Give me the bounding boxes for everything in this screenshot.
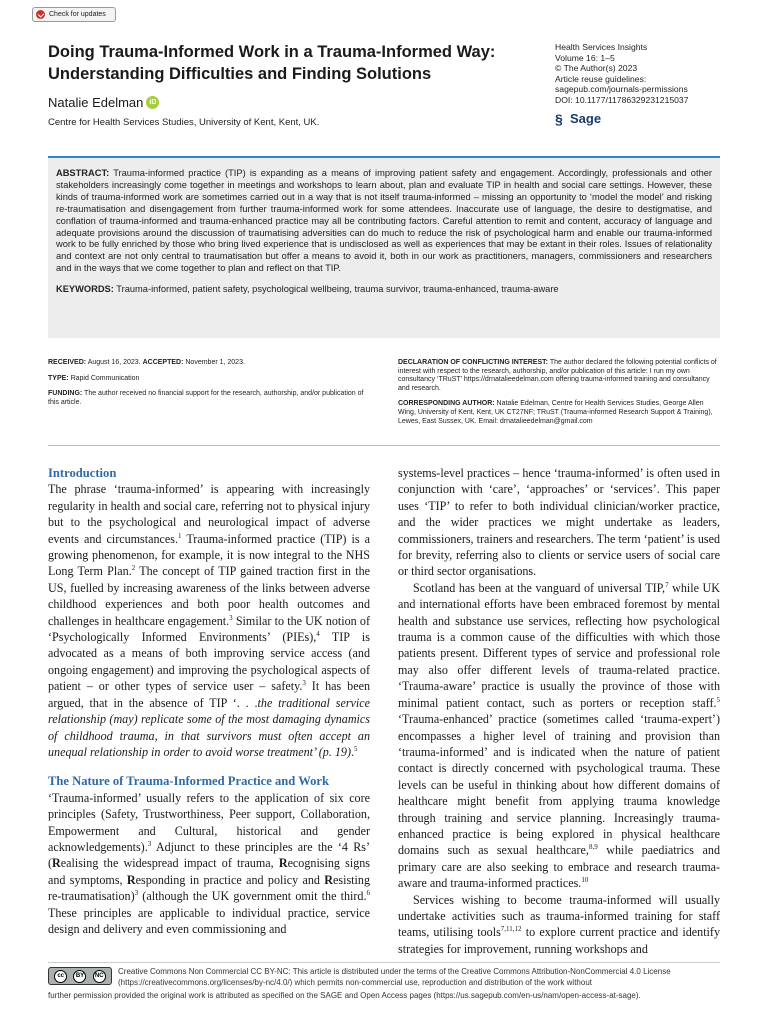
corresponding-text: Natalie Edelman, Centre for Health Services Studies, George Allen Wing, University of Kent, Kent, UK CT27NF; TRuST (Trauma-informed Research Support & Training), Lewes, East Sussex, UK. Email: drnatalieedelman@gmail.com xyxy=(398,400,713,425)
body-paragraph: The phrase ‘trauma-informed’ is appearing with increasingly regularity in health and social care, referring not to physical injury but to the psychological and neurological impact of adverse events and circumstances.$^1$ Trauma-informed practice (TIP) is a growing phenomenon, for example, it is now integral to the NHS Long Term Plan.$^2$ The concept of TIP gained traction first in the US, fuelled by increasing awareness of the links between adverse childhood experiences and both poor health outcomes and challenges in healthcare engagement.$^3$ Similar to the UK notion of ‘Psychologically Informed Environments’ (PIEs),$^4$ TIP is advocated as a means of both improving service access (and ongoing engagement) and improving the psychological aspects of patient – or other types of service user – safety.$^3$ It has been argued, that in the absence of TIP ‘. . .the traditional service relationship (may) replicate some of the most damaging dynamics of childhood trauma, in that survivors must often accept an unequal relationship in order to avoid worse treatment’ (p. 19).$^5$ xyxy=(48,482,371,759)
check-icon xyxy=(36,10,45,19)
accepted-label: ACCEPTED: xyxy=(142,359,184,366)
body-paragraph: ‘Trauma-informed’ usually refers to the application of six core principles (Safety, Trustworthiness, Peer support, Collaboration, Empowerment and Cultural, historical and gender acknowledgements).$^3$ Adjunct to these principles are the ‘4 Rs’ (Realising the widespread impact of trauma, Recognising signs and symptoms, Responding in practice and policy and Resisting re-traumatisation)$^3$ (although the UK government omit the third.$^6$ These principles are applicable to individual practice, service design and delivery and even commissioning and xyxy=(48,790,370,936)
funding-text: The author received no financial support for the research, authorship, and/or publication of this article. xyxy=(48,390,364,406)
body-paragraph: systems-level practices – hence ‘trauma-informed’ is often used in conjunction with ‘care’, ‘approaches’ or ‘services’. This paper uses ‘TIP’ to refer to both individual clinician/worker practice, and the wider practices we might undertake as leaders, commissioners, trainers and researchers. The term ‘patient’ is used for brevity, referring also to clients or service users of social care or third sector organisations. xyxy=(398,466,720,579)
type-label: TYPE: xyxy=(48,374,69,382)
accepted-date: November 1, 2023. xyxy=(185,359,245,366)
body-column-right xyxy=(398,465,720,957)
body-column-left xyxy=(48,465,370,937)
section-heading-nature: The Nature of Trauma-Informed Practice and Work xyxy=(48,774,330,789)
section-heading-introduction: Introduction xyxy=(48,466,117,480)
conflict-label: DECLARATION OF CONFLICTING INTEREST: xyxy=(398,359,548,366)
journal-reuse-url[interactable]: sagepub.com/journals-permissions xyxy=(555,84,688,94)
attribution-icon: BY xyxy=(73,970,86,983)
abstract-box xyxy=(48,158,720,338)
received-label: RECEIVED: xyxy=(48,359,87,366)
author-line xyxy=(48,95,159,110)
journal-copyright: © The Author(s) 2023 xyxy=(555,63,638,73)
journal-reuse: Article reuse guidelines: xyxy=(555,73,647,84)
meta-divider xyxy=(48,445,720,446)
abstract-label: ABSTRACT: xyxy=(56,168,110,178)
body-paragraph: Scotland has been at the vanguard of universal TIP,$^7$ while UK and international efforts have been embraced foremost by mental health and substance use services, reflecting how psychological trauma is a common cause of the difficulties with which those patients present. Different types of service and professional role may also offer different levels of trauma-related practice. ‘Trauma-aware’ practice is usually the province of those with minimal patient contact, such as porters or reception staff.$^5$ ‘Trauma-enhanced’ practice (sometimes called ‘trauma-expert’) encompasses a higher level of training and provision than ‘trauma-informed’ and is indicated when the nature of patient contact is directly concerned with psychological trauma. These levels can be useful in thinking about how different domains of healthcare might benefit from applying trauma knowledge through training and service planning. Increasingly trauma-enhanced practice is being explored in physical healthcare domains such as sexual healthcare,$^{8,9}$ while paediatrics and primary care are also seeking to embrace and research trauma-aware and trauma-informed practices.$^{10}$ xyxy=(398,580,721,891)
cc-icon: cc xyxy=(54,970,67,983)
license-text: Creative Commons Non Commercial CC BY-NC: This article is distributed under the terms of the Creative Commons Attribution-NonCommercial 4.0 License (https://creativecommons.org/licenses/by-nc/4.0/) which permits non-commercial use, reproduction and distribution of the work without xyxy=(118,967,671,987)
sage-logo-icon: § xyxy=(555,110,563,127)
keywords-label: KEYWORDS: xyxy=(56,284,114,295)
journal-volume: Volume 16: 1–5 xyxy=(555,52,615,63)
article-meta-left xyxy=(48,359,373,414)
article-title: Doing Trauma-Informed Work in a Trauma-Informed Way: Understanding Difficulties and Finding Solutions xyxy=(48,43,496,83)
noncommercial-icon: NC xyxy=(93,970,106,983)
author-name: Natalie Edelman xyxy=(48,95,144,110)
journal-name: Health Services Insights xyxy=(555,42,648,52)
article-meta-right xyxy=(398,359,720,433)
publisher-logo xyxy=(555,111,601,126)
abstract-paragraph xyxy=(56,168,712,275)
abstract-text: Trauma-informed practice (TIP) is expanding as a means of improving patient safety and engagement. Accordingly, professionals and other stakeholders increasingly come together in meetings and workshops to learn about, plan and evaluate TIP in health and social care settings. However, these kinds of trauma-informed work are sometimes carried out in a way that is not itself trauma-informed – missing an opportunity to ‘model the model’ and risking re-traumatisation and disengagement from further trauma-informed work for some attendees. Inaccurate use of language, the desire to destigmatise, and conflation of trauma-informed and trauma-enhanced practice may all be contributing factors. Careful attention to remit and content, accuracy of language and adequate provisions around the discussion of traumatising adversities can do much to reduce the risk of psychological harm and enable our trauma-informed work to be fully enriched by those who bring lived experience that is undisclosed as well as experiences that may be extant in their roles. Issues of relationality and context are not only central to traumatisation but offer a means to avoid it, both in our work as practitioners, managers, commissioners and researchers and in the ways that we come together to plan and reflect on that TIP. xyxy=(56,168,713,274)
license-text-continued: further permission provided the original work is attributed as specified on the SAGE and Open Access pages (https://us.sagepub.com/en-us/nam/open-access-at-sage). xyxy=(48,991,641,1000)
journal-info xyxy=(555,42,755,105)
conflict-text: The author declared the following potential conflicts of interest with respect to the research, authorship, and/or publication of this article: I run my own consultancy ‘TRuST’ https://drnatalieedelman.com offering trauma-informed training and consultancy and research. xyxy=(398,359,717,392)
affiliation: Centre for Health Services Studies, University of Kent, Kent, UK. xyxy=(48,117,320,128)
body-paragraph: Services wishing to become trauma-informed will usually undertake activities such as trauma-informed training for staff teams, utilising tools$^{7,11,12}$ to explore current practice and identify strategies for improvement, running workshops and xyxy=(398,892,720,956)
cc-license-badge[interactable] xyxy=(48,967,112,985)
corresponding-label: CORRESPONDING AUTHOR: xyxy=(398,400,495,408)
footer-divider xyxy=(48,962,720,963)
article-type: Rapid Communication xyxy=(70,374,140,382)
check-for-updates-badge[interactable] xyxy=(32,7,116,22)
received-date: August 16, 2023. xyxy=(87,359,141,366)
keywords xyxy=(56,284,712,296)
keywords-text: Trauma-informed, patient safety, psychological wellbeing, trauma survivor, trauma-enhanced, trauma-aware xyxy=(116,284,559,295)
check-for-updates-label: Check for updates xyxy=(49,11,106,18)
funding-label: FUNDING: xyxy=(48,390,83,398)
journal-doi[interactable]: DOI: 10.1177/11786329231215037 xyxy=(555,94,689,105)
orcid-icon[interactable]: iD xyxy=(146,96,159,109)
publisher-name: Sage xyxy=(570,111,602,126)
